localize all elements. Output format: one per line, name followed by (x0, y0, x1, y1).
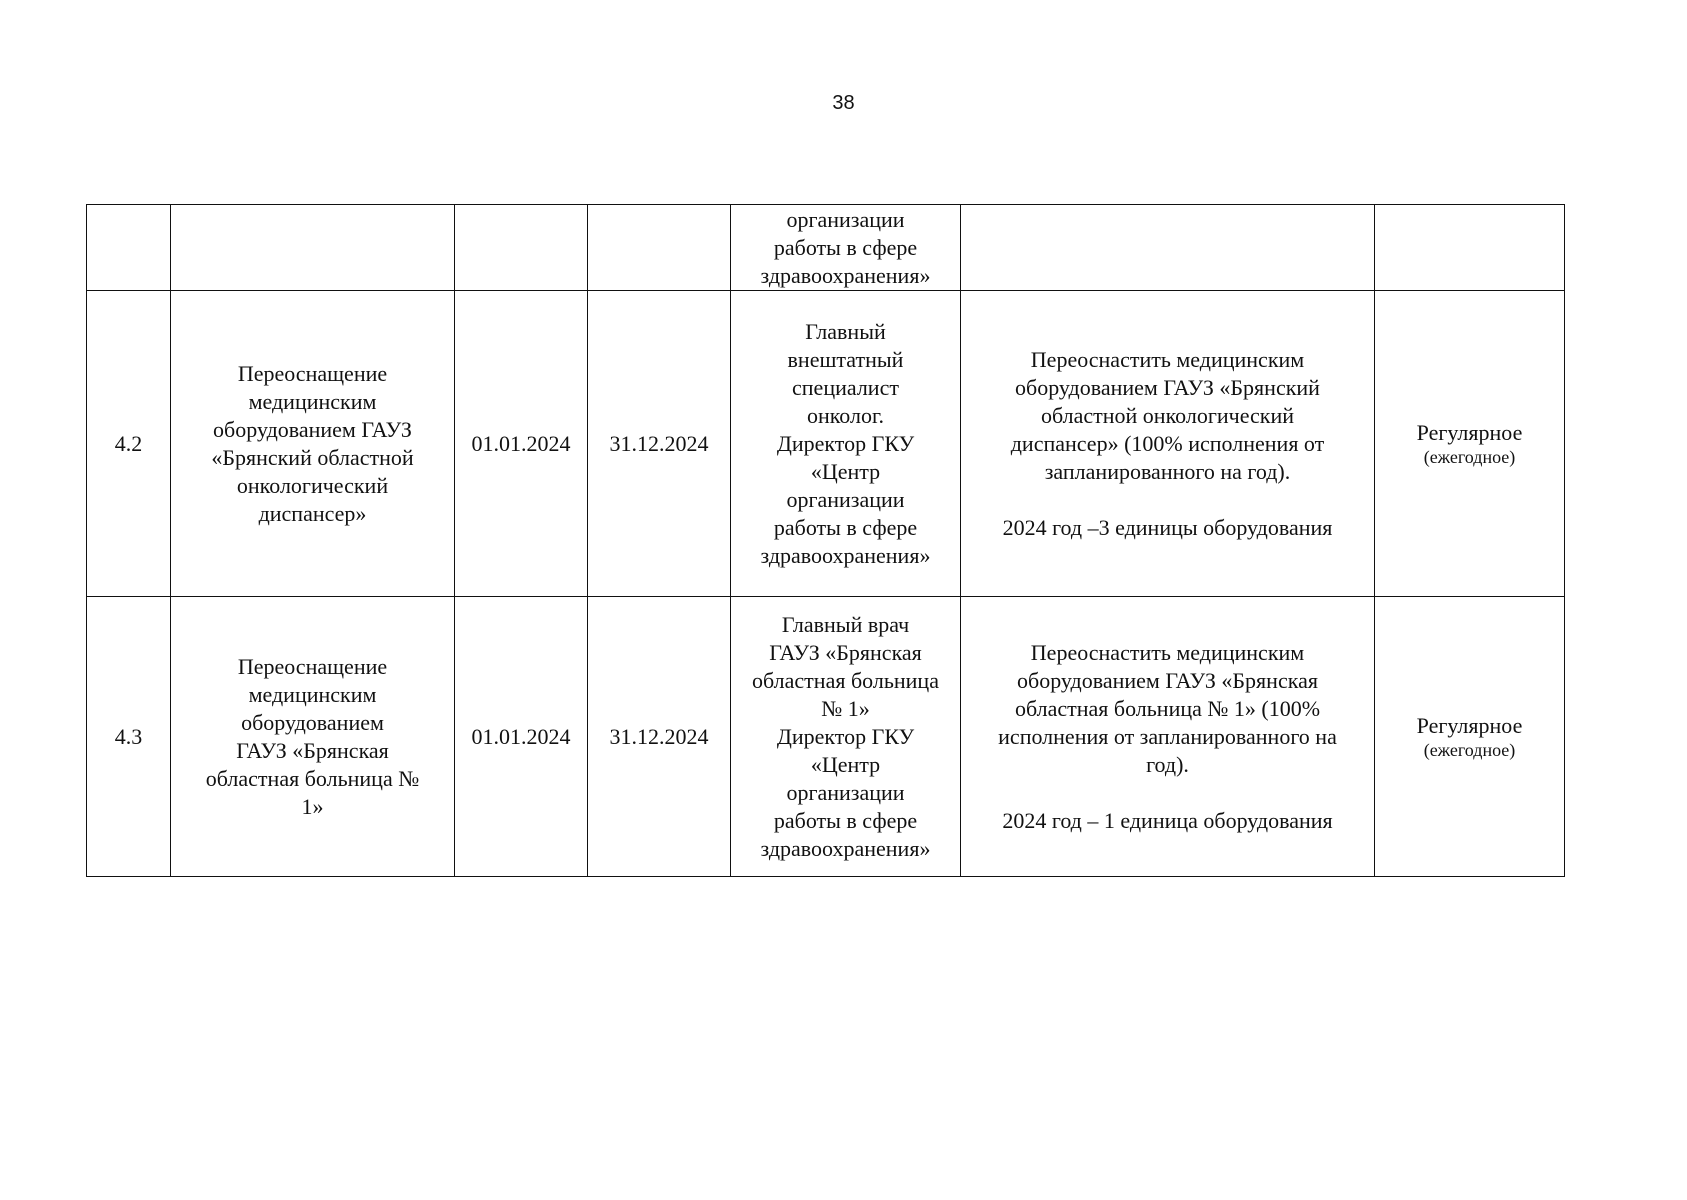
cell-result (961, 205, 1375, 291)
cell-end-date (588, 205, 731, 291)
cell-responsible: организации работы в сфере здравоохранения» (731, 205, 961, 291)
cell-start-date (455, 205, 588, 291)
table-row-4-3 (87, 597, 1565, 877)
cell-end-date: 31.12.2024 (588, 597, 731, 877)
cell-start-date: 01.01.2024 (455, 291, 588, 597)
cell-number: 4.2 (87, 291, 171, 597)
table-row-continuation (87, 205, 1565, 291)
cell-number: 4.3 (87, 597, 171, 877)
cell-periodicity: Регулярное (ежегодное) (1375, 291, 1565, 597)
result-note: 2024 год – 1 единица оборудования (1002, 807, 1333, 833)
cell-name: Переоснащение медицинским оборудованием ГАУЗ «Брянская областная больница № 1» (171, 597, 455, 877)
activities-table (86, 204, 1565, 877)
cell-responsible: Главный внештатный специалист онколог. Директор ГКУ «Центр организации работы в сфере здравоохранения» (731, 291, 961, 597)
result-note: 2024 год –3 единицы оборудования (1002, 514, 1333, 540)
cell-end-date: 31.12.2024 (588, 291, 731, 597)
cell-result: Переоснастить медицинским оборудованием ГАУЗ «Брянская областная больница № 1» (100% исполнения от запланированного на год). 2024 год – 1 единица оборудования (961, 597, 1375, 877)
cell-periodicity: Регулярное (ежегодное) (1375, 597, 1565, 877)
cell-name (171, 205, 455, 291)
cell-result: Переоснастить медицинским оборудованием ГАУЗ «Брянский областной онкологический диспансер» (100% исполнения от запланированного на год). 2024 год –3 единицы оборудования (961, 291, 1375, 597)
cell-responsible: Главный врач ГАУЗ «Брянская областная больница № 1» Директор ГКУ «Центр организации работы в сфере здравоохранения» (731, 597, 961, 877)
cell-number (87, 205, 171, 291)
table-row-4-2 (87, 291, 1565, 597)
page-number: 38 (832, 92, 855, 114)
cell-periodicity (1375, 205, 1565, 291)
cell-name: Переоснащение медицинским оборудованием ГАУЗ «Брянский областной онкологический диспансер» (171, 291, 455, 597)
cell-start-date: 01.01.2024 (455, 597, 588, 877)
